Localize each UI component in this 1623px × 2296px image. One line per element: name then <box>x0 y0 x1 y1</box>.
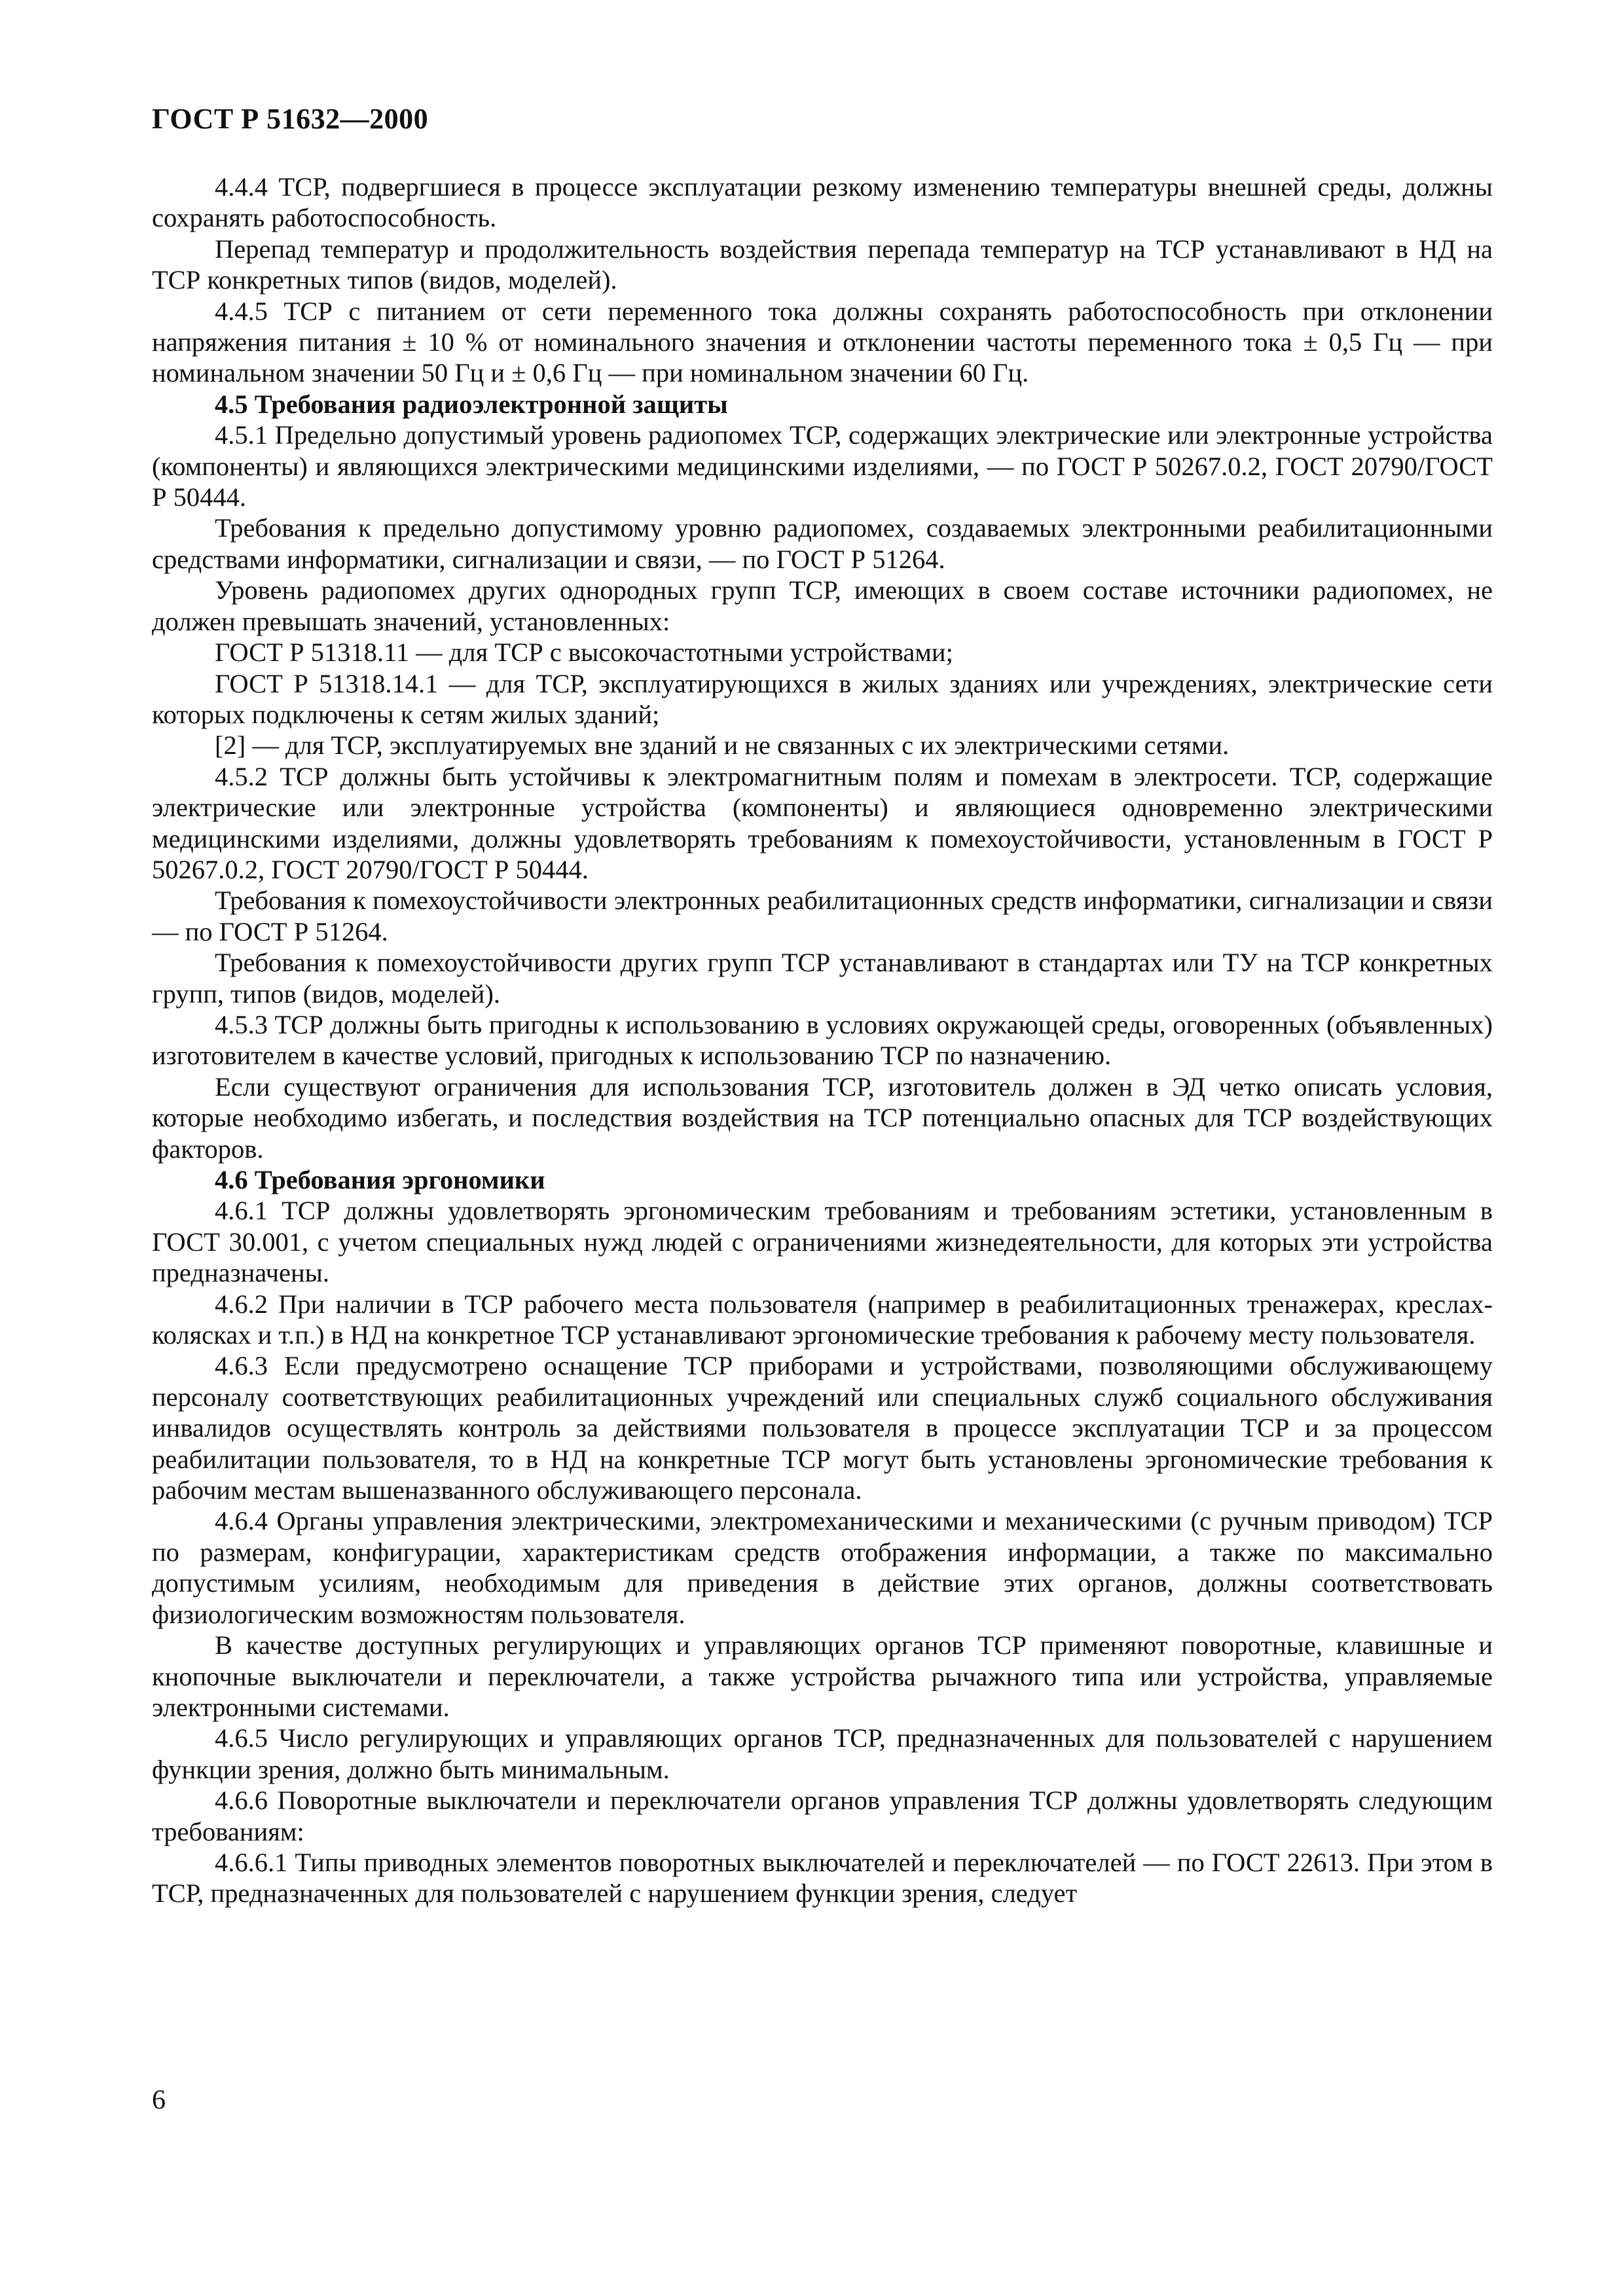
paragraph: 4.5.3 ТСР должны быть пригодны к использованию в условиях окружающей среды, оговоренных (объявленных) изготовителем в качестве условий, пригодных к использованию ТСР по назначению. <box>152 1009 1493 1071</box>
paragraph: Если существуют ограничения для использования ТСР, изготовитель должен в ЭД четко описать условия, которые необходимо избегать, и последствия воздействия на ТСР потенциально опасных для ТСР воздействующих факторов. <box>152 1071 1493 1164</box>
paragraph: Перепад температур и продолжительность воздействия перепада температур на ТСР устанавливают в НД на ТСР конкретных типов (видов, моделей). <box>152 234 1493 295</box>
paragraph: 4.5.1 Предельно допустимый уровень радиопомех ТСР, содержащих электрические или электронные устройства (компоненты) и являющихся электрическими медицинскими изделиями, — по ГОСТ Р 50267.0.2, ГОСТ 20790/ГОСТ Р 50444. <box>152 420 1493 512</box>
paragraph: 4.6.3 Если предусмотрено оснащение ТСР приборами и устройствами, позволяющими обслуживающему персоналу соответствующих реабилитационных учреждений или специальных служб социального обслуживания инвалидов осуществлять контроль за действиями пользователя в процессе эксплуатации ТСР и за процессом реабилитации пользователя, то в НД на конкретные ТСР могут быть установлены эргономические требования к рабочим местам вышеназванного обслуживающего персонала. <box>152 1351 1493 1505</box>
paragraph: [2] — для ТСР, эксплуатируемых вне зданий и не связанных с их электрическими сетями. <box>215 730 1230 761</box>
page-number: 6 <box>152 2085 166 2115</box>
paragraph: 4.4.4 ТСР, подвергшиеся в процессе эксплуатации резкому изменению температуры внешней среды, должны сохранять работоспособность. <box>152 172 1493 233</box>
paragraph: В качестве доступных регулирующих и управляющих органов ТСР применяют поворотные, клавишные и кнопочные выключатели и переключатели, а также устройства рычажного типа или устройства, управляемые электронными системами. <box>152 1630 1493 1722</box>
paragraph: 4.6.6 Поворотные выключатели и переключатели органов управления ТСР должны удовлетворять следующим требованиям: <box>152 1785 1493 1846</box>
paragraph: 4.5.2 ТСР должны быть устойчивы к электромагнитным полям и помехам в электросети. ТСР, содержащие электрические или электронные устройства (компоненты) и являющиеся одновременно электрическими медицинскими изделиями, должны удовлетворять требованиям к помехоустойчивости, установленным в ГОСТ Р 50267.0.2, ГОСТ 20790/ГОСТ Р 50444. <box>152 761 1493 884</box>
paragraph: 4.6.5 Число регулирующих и управляющих органов ТСР, предназначенных для пользователей с нарушением функции зрения, должно быть минимальным. <box>152 1723 1493 1784</box>
paragraph: 4.6.1 ТСР должны удовлетворять эргономическим требованиям и требованиям эстетики, установленным в ГОСТ 30.001, с учетом специальных нужд людей с ограничениями жизнедеятельности, для которых эти устройства предназначены. <box>152 1196 1493 1288</box>
paragraph: ГОСТ Р 51318.14.1 — для ТСР, эксплуатирующихся в жилых зданиях или учреждениях, электрические сети которых подключены к сетям жилых зданий; <box>152 668 1493 729</box>
paragraph: 4.6.4 Органы управления электрическими, электромеханическими и механическими (с ручным приводом) ТСР по размерам, конфигурации, характеристикам средств отображения информации, а также по максимально допустимым усилиям, необходимым для приведения в действие этих органов, должны соответствовать физиологическим возможностям пользователя. <box>152 1506 1493 1629</box>
section-heading: 4.6 Требования эргономики <box>215 1165 545 1194</box>
paragraph: ГОСТ Р 51318.11 — для ТСР с высокочастотными устройствами; <box>215 637 953 668</box>
section-heading: 4.5 Требования радиоэлектронной защиты <box>215 389 728 419</box>
standard-code-header: ГОСТ Р 51632—2000 <box>152 103 429 135</box>
paragraph: Требования к помехоустойчивости электронных реабилитационных средств информатики, сигнализации и связи — по ГОСТ Р 51264. <box>152 886 1493 946</box>
paragraph: 4.6.6.1 Типы приводных элементов поворотных выключателей и переключателей — по ГОСТ 22613. При этом в ТСР, предназначенных для пользователей с нарушением функции зрения, следует <box>152 1847 1493 1909</box>
paragraph: 4.6.2 При наличии в ТСР рабочего места пользователя (например в реабилитационных тренажерах, креслах-колясках и т.п.) в НД на конкретное ТСР устанавливают эргономические требования к рабочему месту пользователя. <box>152 1289 1493 1350</box>
paragraph: Уровень радиопомех других однородных групп ТСР, имеющих в своем составе источники радиопомех, не должен превышать значений, установленных: <box>152 575 1493 636</box>
document-body <box>152 171 1493 1909</box>
paragraph: Требования к помехоустойчивости других групп ТСР устанавливают в стандартах или ТУ на ТСР конкретных групп, типов (видов, моделей). <box>152 948 1493 1009</box>
paragraph: 4.4.5 ТСР с питанием от сети переменного тока должны сохранять работоспособность при отклонении напряжения питания ± 10 % от номинального значения и отклонении частоты переменного тока ± 0,5 Гц — при номинальном значении 50 Гц и ± 0,6 Гц — при номинальном значении 60 Гц. <box>152 296 1493 388</box>
paragraph: Требования к предельно допустимому уровню радиопомех, создаваемых электронными реабилитационными средствами информатики, сигнализации и связи, — по ГОСТ Р 51264. <box>152 513 1493 574</box>
